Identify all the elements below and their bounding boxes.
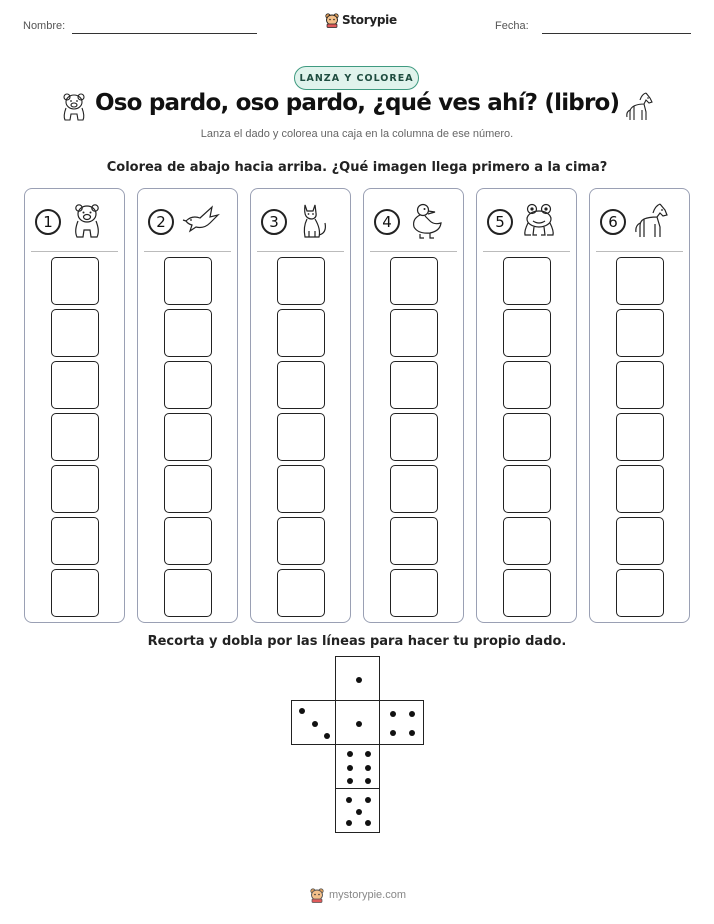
dice-instruction: Recorta y dobla por las líneas para hacer tu propio dado. bbox=[147, 634, 567, 649]
column-3 bbox=[250, 188, 351, 623]
color-box[interactable] bbox=[164, 465, 212, 513]
color-box[interactable] bbox=[277, 361, 325, 409]
color-box[interactable] bbox=[616, 413, 664, 461]
die-pip bbox=[299, 708, 305, 714]
color-box[interactable] bbox=[503, 413, 551, 461]
die-pip bbox=[365, 778, 371, 784]
brand-name: Storypie bbox=[342, 13, 397, 27]
footer bbox=[309, 887, 406, 903]
column-number: 4 bbox=[374, 209, 400, 235]
cat-icon bbox=[295, 201, 333, 241]
die-face-1 bbox=[335, 700, 380, 745]
die-face-6 bbox=[335, 744, 380, 789]
color-box[interactable] bbox=[51, 257, 99, 305]
color-box[interactable] bbox=[51, 309, 99, 357]
column-4 bbox=[363, 188, 464, 623]
storypie-mascot-icon bbox=[309, 887, 325, 903]
date-label: Fecha: bbox=[495, 20, 529, 32]
die-pip bbox=[365, 751, 371, 757]
horse-icon bbox=[624, 90, 656, 122]
column-number: 3 bbox=[261, 209, 287, 235]
column-divider bbox=[483, 251, 570, 252]
die-pip bbox=[324, 733, 330, 739]
die-pip bbox=[312, 721, 318, 727]
color-box[interactable] bbox=[503, 309, 551, 357]
color-box[interactable] bbox=[390, 569, 438, 617]
color-box[interactable] bbox=[277, 569, 325, 617]
column-number: 5 bbox=[487, 209, 513, 235]
die-pip bbox=[365, 765, 371, 771]
color-box[interactable] bbox=[51, 465, 99, 513]
column-header bbox=[477, 201, 576, 245]
column-number: 1 bbox=[35, 209, 61, 235]
color-box[interactable] bbox=[616, 309, 664, 357]
column-2 bbox=[137, 188, 238, 623]
footer-url: mystorypie.com bbox=[329, 889, 407, 901]
die-pip bbox=[390, 711, 396, 717]
die-face-4 bbox=[379, 700, 424, 745]
color-box[interactable] bbox=[616, 465, 664, 513]
die-pip bbox=[390, 730, 396, 736]
color-box[interactable] bbox=[164, 257, 212, 305]
bear-icon bbox=[69, 201, 107, 241]
color-box[interactable] bbox=[164, 309, 212, 357]
color-box[interactable] bbox=[616, 517, 664, 565]
instruction-text: Colorea de abajo hacia arriba. ¿Qué imagen llega primero a la cima? bbox=[106, 160, 608, 175]
color-box[interactable] bbox=[390, 257, 438, 305]
bird-icon bbox=[182, 201, 220, 241]
color-box[interactable] bbox=[390, 517, 438, 565]
die-pip bbox=[365, 820, 371, 826]
subtitle: Lanza el dado y colorea una caja en la columna de ese número. bbox=[200, 128, 514, 140]
column-header bbox=[138, 201, 237, 245]
die-face-5 bbox=[335, 788, 380, 833]
die-pip bbox=[347, 778, 353, 784]
color-box[interactable] bbox=[277, 309, 325, 357]
color-box[interactable] bbox=[390, 465, 438, 513]
duck-icon bbox=[408, 201, 446, 241]
color-box[interactable] bbox=[277, 413, 325, 461]
die-pip bbox=[409, 730, 415, 736]
color-box[interactable] bbox=[390, 413, 438, 461]
die-pip bbox=[347, 765, 353, 771]
die-pip bbox=[346, 797, 352, 803]
page-title: Oso pardo, oso pardo, ¿qué ves ahí? (libro) bbox=[95, 90, 620, 116]
color-box[interactable] bbox=[164, 569, 212, 617]
color-box[interactable] bbox=[277, 465, 325, 513]
die-face-1 bbox=[335, 656, 380, 701]
color-box[interactable] bbox=[51, 517, 99, 565]
column-header bbox=[364, 201, 463, 245]
color-box[interactable] bbox=[277, 257, 325, 305]
die-pip bbox=[409, 711, 415, 717]
frog-icon bbox=[521, 201, 559, 241]
color-box[interactable] bbox=[164, 361, 212, 409]
die-pip bbox=[347, 751, 353, 757]
color-box[interactable] bbox=[503, 465, 551, 513]
color-box[interactable] bbox=[51, 569, 99, 617]
color-box[interactable] bbox=[503, 569, 551, 617]
column-divider bbox=[144, 251, 231, 252]
column-divider bbox=[370, 251, 457, 252]
bear-icon bbox=[58, 90, 90, 122]
color-box[interactable] bbox=[164, 413, 212, 461]
die-pip bbox=[356, 721, 362, 727]
name-field-line[interactable] bbox=[72, 33, 257, 34]
color-box[interactable] bbox=[390, 309, 438, 357]
activity-badge: LANZA Y COLOREA bbox=[294, 66, 419, 90]
column-1 bbox=[24, 188, 125, 623]
die-pip bbox=[365, 797, 371, 803]
column-header bbox=[251, 201, 350, 245]
column-number: 2 bbox=[148, 209, 174, 235]
color-box[interactable] bbox=[616, 257, 664, 305]
die-pip bbox=[356, 809, 362, 815]
color-box[interactable] bbox=[503, 361, 551, 409]
color-box[interactable] bbox=[277, 517, 325, 565]
color-box[interactable] bbox=[390, 361, 438, 409]
column-header bbox=[590, 201, 689, 245]
storypie-mascot-icon bbox=[325, 12, 339, 28]
color-box[interactable] bbox=[616, 361, 664, 409]
column-header bbox=[25, 201, 124, 245]
date-field-line[interactable] bbox=[542, 33, 691, 34]
column-divider bbox=[596, 251, 683, 252]
die-face-3 bbox=[291, 700, 336, 745]
horse-icon bbox=[634, 201, 672, 241]
column-number: 6 bbox=[600, 209, 626, 235]
color-box[interactable] bbox=[503, 257, 551, 305]
color-box[interactable] bbox=[616, 569, 664, 617]
color-box[interactable] bbox=[503, 517, 551, 565]
die-pip bbox=[346, 820, 352, 826]
color-box[interactable] bbox=[51, 361, 99, 409]
name-label: Nombre: bbox=[23, 20, 66, 32]
column-6 bbox=[589, 188, 690, 623]
color-box[interactable] bbox=[164, 517, 212, 565]
die-pip bbox=[356, 677, 362, 683]
column-divider bbox=[257, 251, 344, 252]
brand-logo bbox=[325, 12, 397, 28]
color-box[interactable] bbox=[51, 413, 99, 461]
column-divider bbox=[31, 251, 118, 252]
column-5 bbox=[476, 188, 577, 623]
